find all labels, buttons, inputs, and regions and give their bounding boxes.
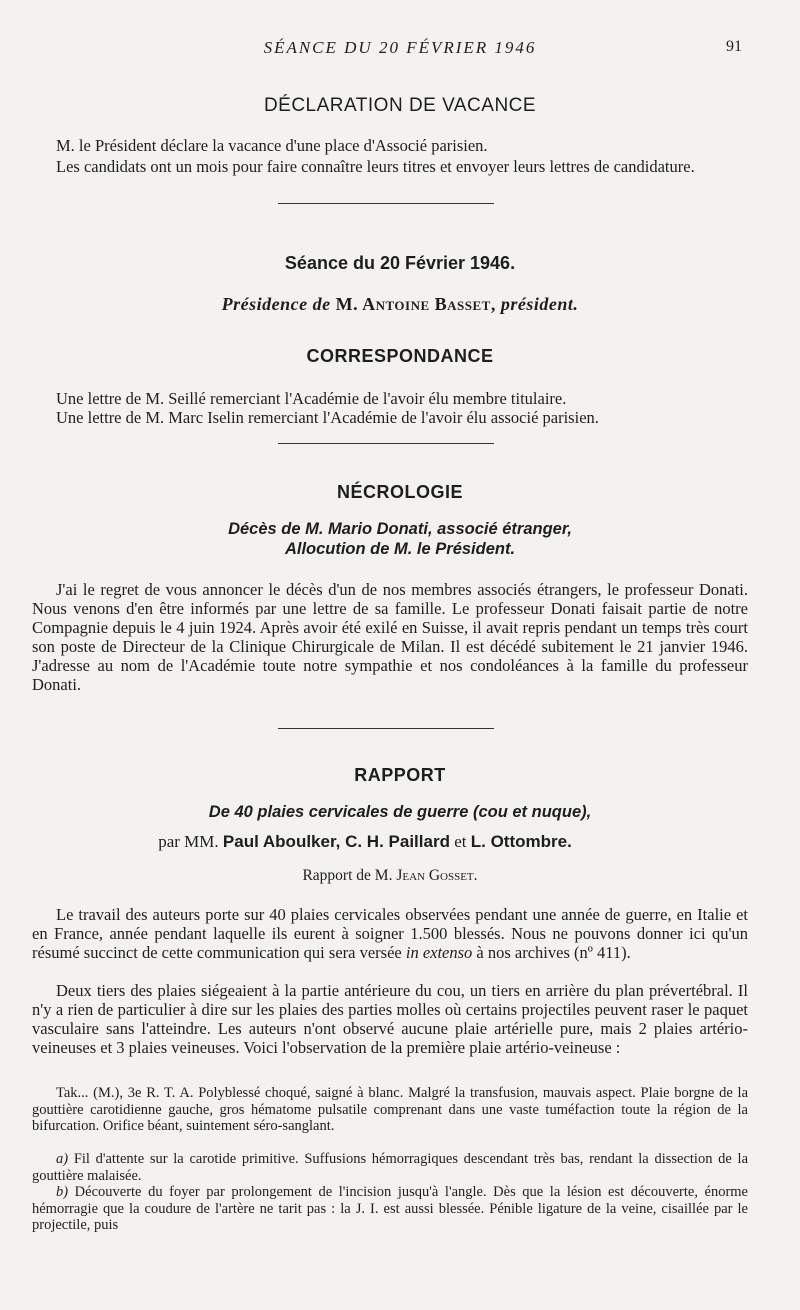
necrologie-heading: NÉCROLOGIE <box>336 482 463 502</box>
necrologie-subtitle-1: Décès de M. Mario Donati, associé étranger, <box>228 520 572 538</box>
rapporteur-prefix: Rapport de M. <box>302 867 393 884</box>
page-number: 91 <box>726 38 742 55</box>
rapport-para-2: Deux tiers des plaies siégeaient à la partie antérieure du cou, un tiers en arrière du plan prévertébral. Il n'y a rien de particulier à dire sur les plaies des parties molles où certains projectiles peuvent raser le paquet vasculaire sans l'atteindre. Les auteurs n'ont observé aucune plaie artérielle pure, mais 2 plaies artério-veineuses et 3 plaies veineuses. Voici l'observation de la première plaie artério-veineuse : <box>32 981 748 1057</box>
president-role: président. <box>500 294 579 314</box>
necrologie-subtitle-2: Allocution de M. le Président. <box>284 540 516 558</box>
necrologie-body: J'ai le regret de vous annoncer le décès d'un de nos membres associés étrangers, le professeur Donati. Nous venons d'en être informés par une lettre de sa famille. Le professeur Donati faisait partie de notre Compagnie depuis le 4 juin 1924. Après avoir été exilé en Suisse, il avait repris pendant un temps très court son poste de Directeur de la Clinique Chirurgicale de Milan. Il est décédé subitement le 21 janvier 1946. J'adresse au nom de l'Académie toute notre sympathie et nos condoléances à la famille du professeur Donati. <box>32 580 748 694</box>
rapport-title: De 40 plaies cervicales de guerre (cou et nuque), <box>208 803 592 821</box>
declaration-para-1: M. le Président déclare la vacance d'une place d'Associé parisien. <box>56 136 488 155</box>
rapport-para-1-end: à nos archives (nº 411). <box>476 943 631 962</box>
correspondance-heading: CORRESPONDANCE <box>306 346 494 366</box>
rapporteur-name: Jean Gosset. <box>396 867 478 884</box>
obs-label-a: a) <box>56 1151 69 1167</box>
declaration-heading: DÉCLARATION DE VACANCE <box>263 95 537 116</box>
president-name: M. Antoine Basset, <box>335 294 496 314</box>
correspondance-line-2: Une lettre de M. Marc Iselin remerciant l'Académie de l'avoir élu associé parisien. <box>56 408 599 427</box>
correspondance-line-1: Une lettre de M. Seillé remerciant l'Académie de l'avoir élu membre titulaire. <box>56 389 567 408</box>
author-names-2: L. Ottombre. <box>470 832 572 851</box>
rapporteur-line <box>0 867 780 885</box>
rapport-para-1 <box>32 905 748 962</box>
declaration-para-2: Les candidats ont un mois pour faire connaître leurs titres et envoyer leurs lettres de candidature. <box>56 157 695 176</box>
obs-text-a: Fil d'attente sur la carotide primitive. Suffusions hémorragiques descendant très bas, rendant la dissection de la gouttière malaisée. <box>32 1151 749 1184</box>
observation-2 <box>32 1151 748 1184</box>
rapport-authors <box>0 832 730 852</box>
section-divider <box>278 728 494 729</box>
running-head <box>0 38 800 60</box>
rapport-heading: RAPPORT <box>354 765 446 785</box>
rapport-para-1-text: Le travail des auteurs porte sur 40 plaies cervicales observées pendant une année de guerre, en Italie et en France, année pendant laquelle ils eurent à soigner 1.500 blessés. Nous ne pouvons donner ici qu'un résumé succinct de cette communication qui sera versée <box>32 905 748 962</box>
presidence-prefix: Présidence de <box>221 294 331 314</box>
obs-text-b: Découverte du foyer par prolongement de l'incision jusqu'à l'angle. Dès que la lésion est découverte, énorme hémorragie que la coudure de l'artère ne tarit pas : la J. I. est aussi blessée. Pénible ligature de la veine, cisaillée par le projectile, puis <box>32 1184 748 1233</box>
section-divider <box>278 443 494 444</box>
in-extenso: in extenso <box>405 943 473 962</box>
authors-et: et <box>454 832 467 851</box>
running-head-title: SÉANCE DU 20 FÉVRIER 1946 <box>263 38 537 57</box>
section-divider <box>278 203 494 204</box>
seance-title: Séance du 20 Février 1946. <box>284 253 516 273</box>
authors-prefix: par MM. <box>158 832 219 851</box>
observation-1: Tak... (M.), 3e R. T. A. Polyblessé choqué, saigné à blanc. Malgré la transfusion, mauvais aspect. Plaie borgne de la gouttière carotidienne gauche, gros hématome pulsatile comprenant dans une vaste tuméfaction toute la région de la bifurcation. Orifice béant, suintement séro-sanglant. <box>32 1085 748 1134</box>
author-names-1: Paul Aboulker, C. H. Paillard <box>222 832 450 851</box>
observation-3 <box>32 1184 748 1234</box>
obs-label-b: b) <box>56 1184 69 1200</box>
presidence-line <box>0 294 800 315</box>
